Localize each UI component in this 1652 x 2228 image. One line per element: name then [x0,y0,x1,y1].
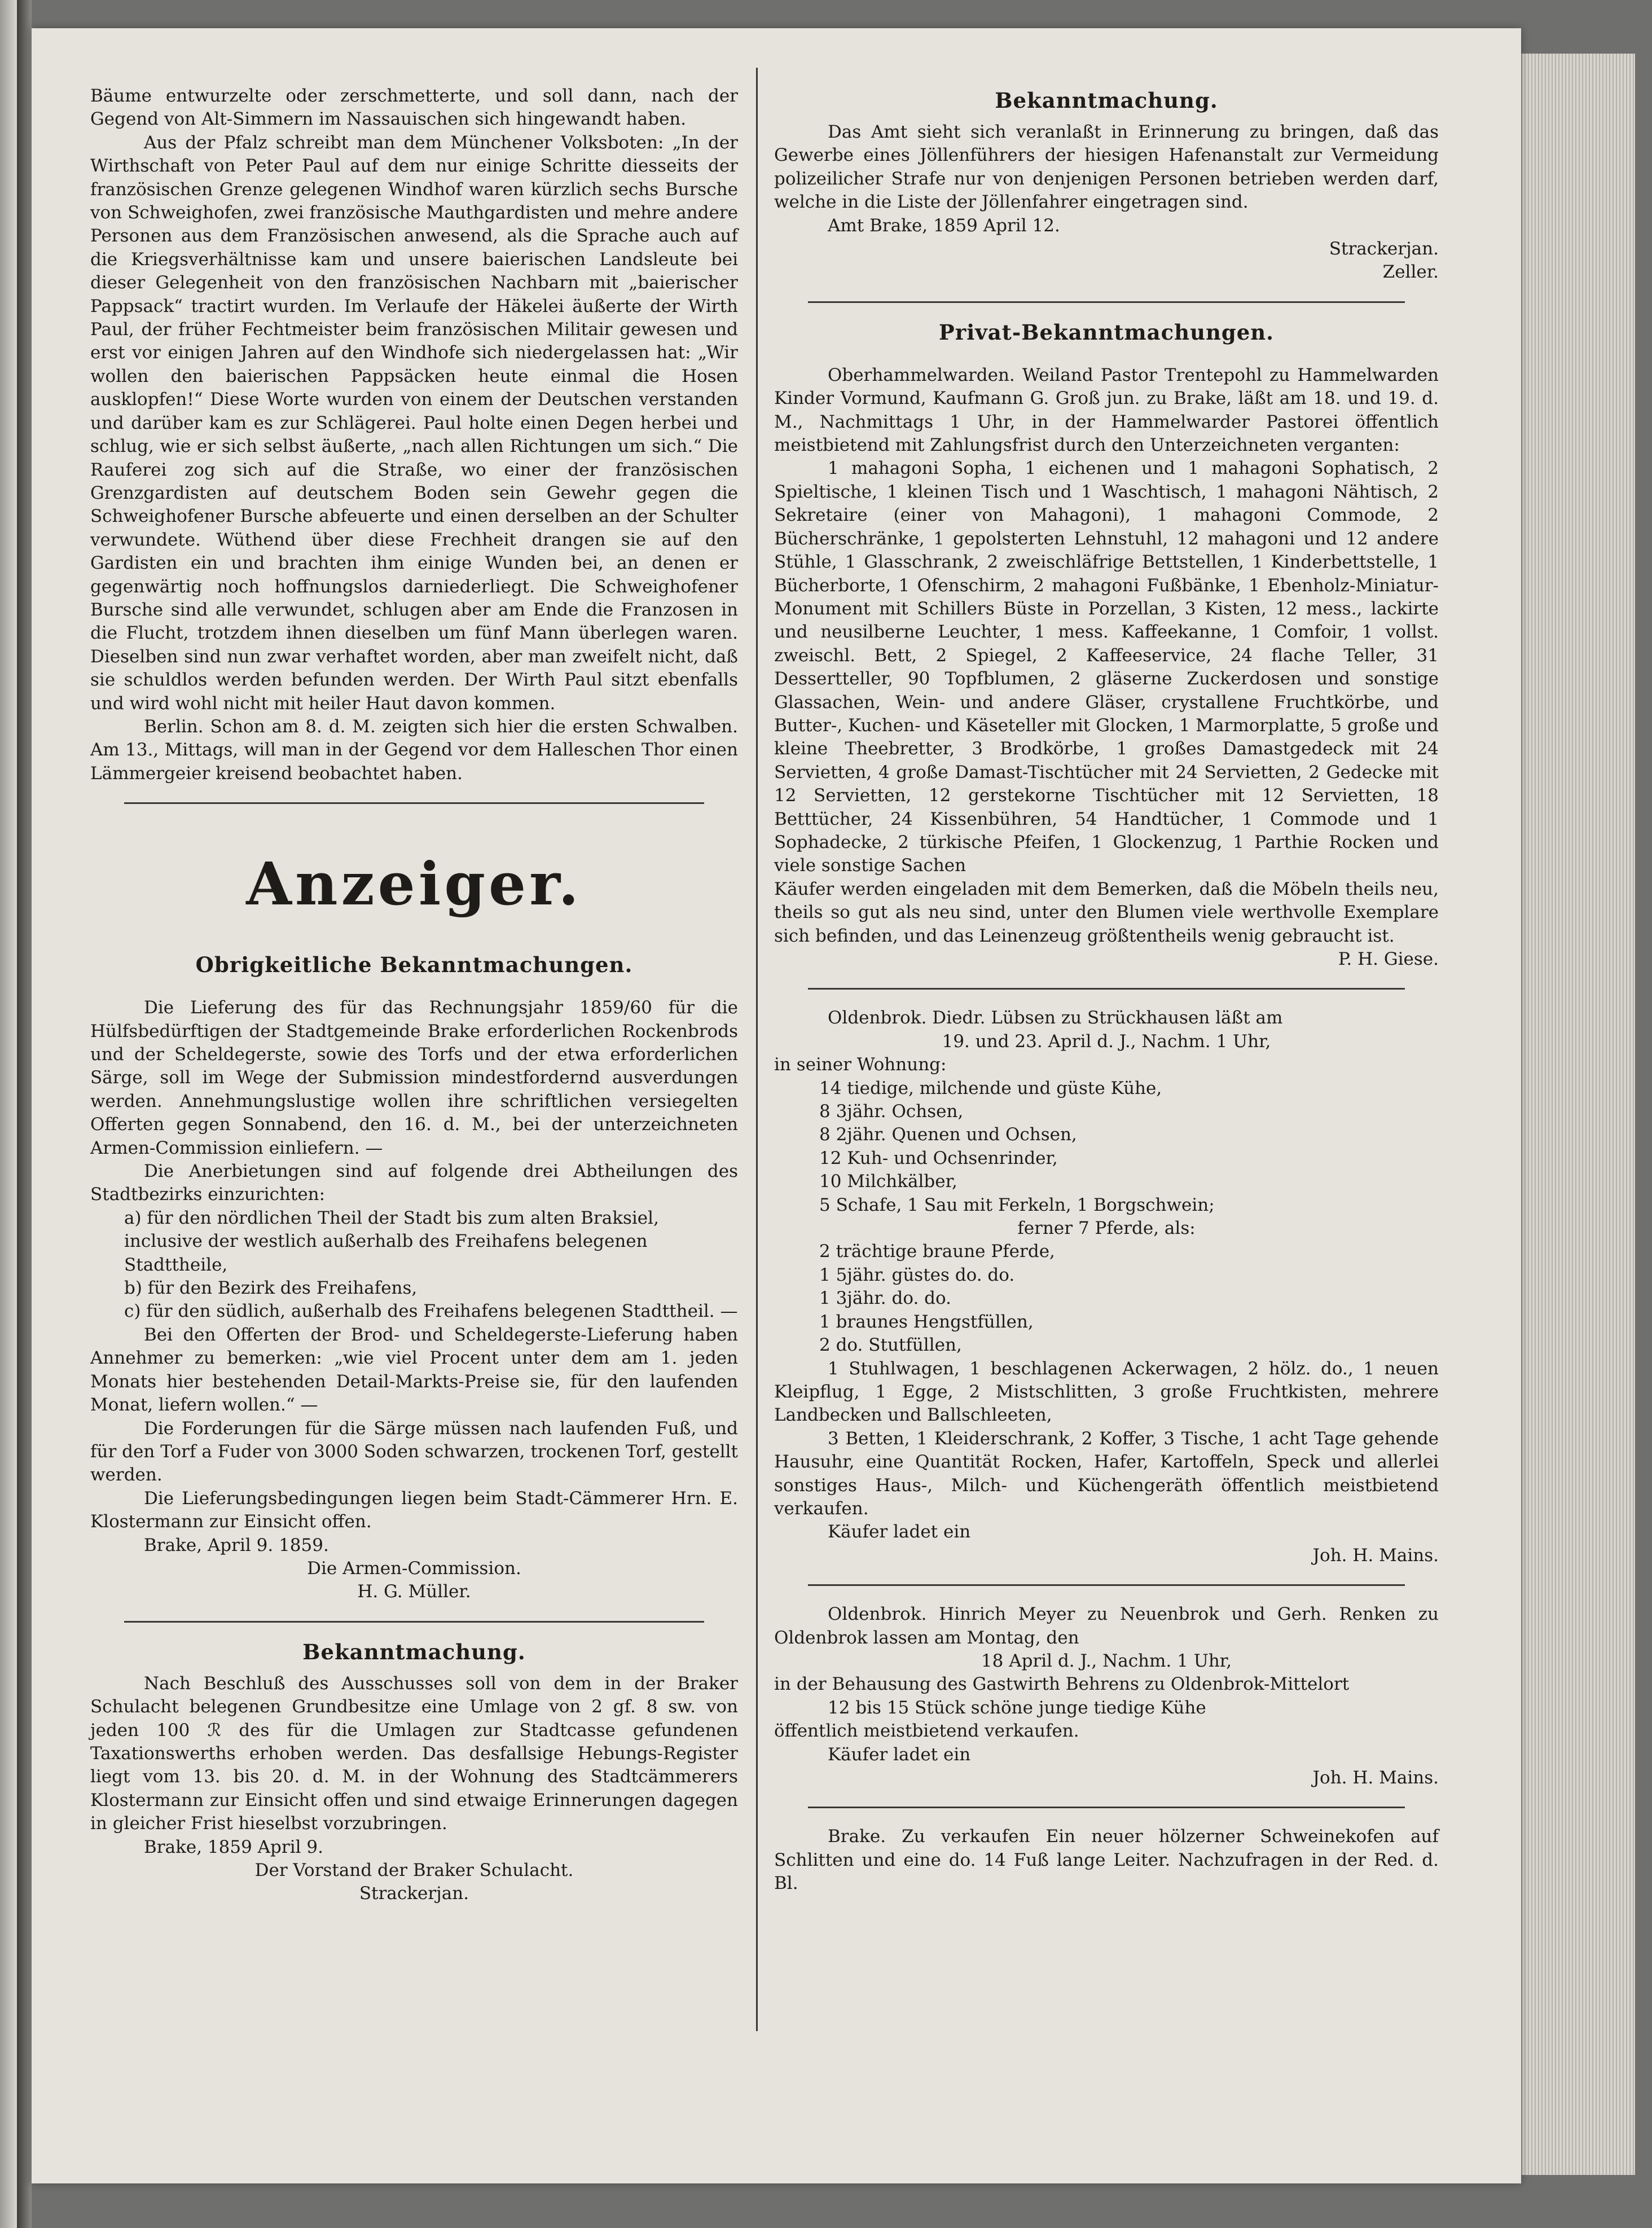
notice-paragraph: Nach Beschluß des Ausschusses soll von dem in der Braker Schulacht belegenen Grundbesitze eine Umlage von 2 gf. 8 sw. von jeden 100 ℛ des für die Umlagen zur Stadtcasse gefundenen Taxationswerths erhoben werden. Das desfallsige Hebungs-Register liegt vom 13. bis 20. d. M. in der Wohnung des Stadtcämmerers Klostermann zur Einsicht offen und sind etwaige Erinnerungen dagegen in gleicher Frist hieselbst vorzubringen. [90,1673,738,1834]
column-divider [756,68,758,2031]
notice-title: Bekanntmachung. [302,1639,526,1664]
notice-paragraph: Käufer ladet ein [828,1744,971,1765]
notice-paragraph: Das Amt sieht sich veranlaßt in Erinnerung zu bringen, daß das Gewerbe eines Jöllenführers der hiesigen Hafenanstalt zur Vermeidung polizeilicher Strafe nur von denjenigen Personen betrieben werden darf, welche in die Liste der Jöllenfahrer eingetragen sind. [774,122,1439,213]
list-item: a) für den nördlichen Theil der Stadt bis zum alten Braksiel, inclusive der westlich außerhalb des Freihafens belegenen Stadttheile, [124,1207,659,1275]
section-title: Privat-Bekanntmachungen. [938,319,1275,345]
notice-signature: Strackerjan. [359,1883,469,1904]
book-gutter [17,0,32,2228]
notice-paragraph: in der Behausung des Gastwirth Behrens zu Oldenbrok-Mittelort [774,1674,1350,1695]
list-item: b) für den Bezirk des Freihafens, [124,1278,418,1299]
notice-paragraph: Die Anerbietungen sind auf folgende drei Abtheilungen des Stadtbezirks einzurichten: [90,1161,738,1205]
rule [124,1621,704,1623]
notice-date: Brake, 1859 April 9. [144,1836,323,1857]
livestock-list [774,1077,1439,1217]
article-paragraph: Bäume entwurzelte oder zerschmetterte, und soll dann, nach der Gegend von Alt-Simmern im Nassauischen sich hingewandt haben. [90,86,738,130]
list-item: 5 Schafe, 1 Sau mit Ferkeln, 1 Borgschwein; [819,1194,1215,1215]
notice-paragraph: Die Lieferung des für das Rechnungsjahr 1859/60 für die Hülfsbedürftigen der Stadtgemeinde Brake erforderlichen Rockenbrods und der Scheldegerste, sowie des Torfs und der etwa erforderlichen Särge, soll im Wege der Submission mindestfordernd ausverdungen werden. Annehmungslustige wollen ihre schriftlichen versiegelten Offerten gegen Sonnabend, den 16. d. M., bei der unterzeichneten Armen-Commission einliefern. — [90,997,738,1158]
list-item: 8 3jähr. Ochsen, [819,1101,964,1122]
list-item: 1 5jähr. güstes do. do. [819,1264,1015,1285]
notice-signature: Strackerjan. [1329,239,1439,260]
list-item: 12 Kuh- und Ochsenrinder, [819,1148,1058,1168]
list-item: 2 trächtige braune Pferde, [819,1241,1055,1262]
left-column [90,85,738,1906]
notice-signature: Joh. H. Mains. [1312,1545,1439,1566]
notice-paragraph: Käufer ladet ein [828,1522,971,1543]
auction-items: 1 mahagoni Sopha, 1 eichenen und 1 mahagoni Sophatisch, 2 Spieltische, 1 kleinen Tisch und 1 Waschtisch, 1 mahagoni Nähtisch, 2 Sekretaire (einer von Mahagoni), 1 mahagoni Commode, 2 Bücherschränke, 1 gepolsterten Lehnstuhl, 12 mahagoni und 12 andere Stühle, 1 Glasschrank, 2 zweischläfrige Bettstellen, 1 Kinderbettstelle, 1 Bücherborte, 1 Ofenschirm, 2 mahagoni Fußbänke, 1 Ebenholz-Miniatur-Monument mit Schillers Büste in Porzellan, 3 Kisten, 12 mess., lackirte und neusilberne Leuchter, 1 mess. Kaffeekanne, 1 Comfoir, 1 vollst. zweischl. Bett, 2 Spiegel, 2 Kaffeeservice, 24 flache Teller, 31 Dessertteller, 90 Topfblumen, 2 gläserne Zuckerdosen und sonstige Glassachen, Wein- und andere Gläser, crystallene Fruchtkörbe, und Butter-, Kuchen- und Käseteller mit Glocken, 1 Marmorplatte, 5 große und kleine Theebretter, 3 Brodkörbe, 1 großes Damastgedeck mit 24 Servietten, 4 große Damast-Tischtücher mit 24 Servietten, 2 Gedecke mit 12 Servietten, 12 gerstekorne Tischtücher mit 12 Servietten, 18 Betttücher, 24 Kissenbühren, 54 Handtücher, 1 Commode und 1 Sophadecke, 2 türkische Pfeifen, 1 Glockenzug, 1 Parthie Rocken und viele sonstige Sachen [774,458,1439,876]
list-item: 8 2jähr. Quenen und Ochsen, [819,1124,1077,1145]
notice-paragraph: Die Forderungen für die Särge müssen nach laufenden Fuß, und für den Torf a Fuder von 3000 Soden schwarzen, trockenen Torf, gestellt werden. [90,1418,738,1486]
list-item: 14 tiedige, milchende und güste Kühe, [819,1078,1162,1098]
page-stack-edges [1521,54,1635,2175]
section-title: Anzeiger. [246,849,582,919]
list-item: 1 braunes Hengstfüllen, [819,1311,1034,1332]
article-paragraph: Berlin. Schon am 8. d. M. zeigten sich hier die ersten Schwalben. Am 13., Mittags, will man in der Gegend vor dem Halleschen Thor einen Lämmergeier kreisend beobachtet haben. [90,716,738,784]
facing-page-edge [0,0,17,2228]
notice-paragraph: Die Lieferungsbedingungen liegen beim Stadt-Cämmerer Hrn. E. Klostermann zur Einsicht offen. [90,1488,738,1532]
notice-signature: Der Vorstand der Braker Schulacht. [254,1860,574,1880]
notice-signature: Die Armen-Commission. [307,1558,521,1579]
notice-paragraph: Oldenbrok. Hinrich Meyer zu Neuenbrok und Gerh. Renken zu Oldenbrok lassen am Montag, den [774,1604,1439,1648]
auction-date: 19. und 23. April d. J., Nachm. 1 Uhr, [942,1031,1271,1052]
subsection-title: Obrigkeitliche Bekanntmachungen. [195,952,633,978]
auction-date: 18 April d. J., Nachm. 1 Uhr, [981,1650,1232,1671]
list-item: 10 Milchkälber, [819,1171,957,1192]
notice-date: Amt Brake, 1859 April 12. [828,215,1060,236]
rule [808,1807,1405,1808]
list-item: c) für den südlich, außerhalb des Freihafens belegenen Stadttheil. — [124,1301,738,1322]
notice-paragraph: Oberhammelwarden. Weiland Pastor Trentepohl zu Hammelwarden Kinder Vormund, Kaufmann G. Groß jun. zu Brake, läßt am 18. und 19. d. M., Nachmittags 1 Uhr, in der Hammelwarder Pastorei öffentlich meistbietend mit Zahlungsfrist durch den Unterzeichneten verganten: [774,364,1439,456]
notice-paragraph: Brake. Zu verkaufen Ein neuer hölzerner Schweinekofen auf Schlitten und eine do. 14 Fuß lange Leiter. Nachzufragen in der Red. d. Bl. [774,1826,1439,1894]
notice-signature: Joh. H. Mains. [1312,1768,1439,1788]
notice-paragraph: 1 Stuhlwagen, 1 beschlagenen Ackerwagen, 2 hölz. do., 1 neuen Kleipflug, 1 Egge, 2 Mistschlitten, 3 große Fruchtkisten, mehrere Landbecken und Ballschleeten, [774,1358,1439,1426]
rule [124,802,704,804]
notice-paragraph: Bei den Offerten der Brod- und Scheldegerste-Lieferung haben Annehmer zu bemerken: „wie viel Procent unter dem am 1. jeden Monats hier bestehenden Detail-Markts-Preise sie, für den laufenden Monat, liefern wollen.“ — [90,1324,738,1416]
notice-paragraph: in seiner Wohnung: [774,1054,947,1075]
horses-list [774,1240,1439,1357]
notice-paragraph: öffentlich meistbietend verkaufen. [774,1721,1079,1742]
article-paragraph: Aus der Pfalz schreibt man dem Münchener Volksboten: „In der Wirthschaft von Peter Paul auf dem nur einige Schritte diesseits der französischen Grenze gelegenen Windhof waren kürzlich sechs Bursche von Schweighofen, zwei französische Mauthgardisten und mehre andere Personen aus dem Französischen anwesend, als die Sprache auch auf die Kriegsverhältnisse kam und unsere baierischen Landsleute bei dieser Gelegenheit von den französischen Nachbarn mit „baierischer Pappsack“ tractirt wurden. Im Verlaufe der Häkelei äußerte der Wirth Paul, der früher Fechtmeister beim französischen Militair gewesen und erst vor einigen Jahren auf den Windhofe sich niedergelassen hat: „Wir wollen den baierischen Pappsäcken heute einmal die Hosen ausklopfen!“ Diese Worte wurden von einem der Deutschen verstanden und darüber kam es zur Schlägerei. Paul holte einen Degen herbei und schlug, wie er sich selbst äußerte, „nach allen Richtungen um sich.“ Die Rauferei zog sich auf die Straße, wo einer der französischen Grenzgardisten auf deutschem Boden sein Gewehr gegen die Schweighofener Bursche abfeuerte und einen derselben an der Schulter verwundete. Wüthend über diese Frechheit drangen sie auf den Gardisten ein und brachten ihm einige Wunden bei, an denen er gegenwärtig noch hoffnungslos darniederliegt. Die Schweighofener Bursche sind alle verwundet, schlugen aber am Ende die Franzosen in die Flucht, trotzdem ihnen dieselben um fünf Mann überlegen waren. Dieselben sind nun zwar verhaftet worden, aber man zweifelt nicht, daß sie schuldlos werden befunden werden. Der Wirth Paul sitzt ebenfalls und wird wohl nicht mit heiler Haut davon kommen. [90,132,738,714]
notice-signature: P. H. Giese. [1338,949,1439,969]
right-column [774,85,1439,1896]
notice-paragraph: Käufer werden eingeladen mit dem Bemerken, daß die Möbeln theils neu, theils so gut als neu sind, unter den Blumen viele werthvolle Exemplare sich befinden, und das Leinenzeug größtentheils wenig gebraucht ist. [774,878,1439,946]
notice-paragraph: 3 Betten, 1 Kleiderschrank, 2 Koffer, 3 Tische, 1 acht Tage gehende Hausuhr, eine Quantität Rocken, Hafer, Kartoffeln, Speck und allerlei sonstiges Haus-, Milch- und Küchengeräth öffentlich meistbietend verkaufen. [774,1428,1439,1519]
rule [808,988,1405,990]
district-list [90,1207,738,1324]
notice-signature: Zeller. [1382,262,1439,283]
rule [808,301,1405,303]
notice-paragraph: ferner 7 Pferde, als: [1017,1218,1196,1239]
list-item: 1 3jähr. do. do. [819,1288,951,1309]
list-item: 2 do. Stutfüllen, [819,1335,962,1356]
notice-paragraph: Oldenbrok. Diedr. Lübsen zu Strückhausen läßt am [828,1008,1283,1029]
rule [808,1584,1405,1586]
notice-paragraph: 12 bis 15 Stück schöne junge tiedige Kühe [828,1697,1206,1718]
notice-title: Bekanntmachung. [995,88,1218,113]
notice-signature: H. G. Müller. [357,1581,471,1602]
notice-date: Brake, April 9. 1859. [144,1535,329,1555]
